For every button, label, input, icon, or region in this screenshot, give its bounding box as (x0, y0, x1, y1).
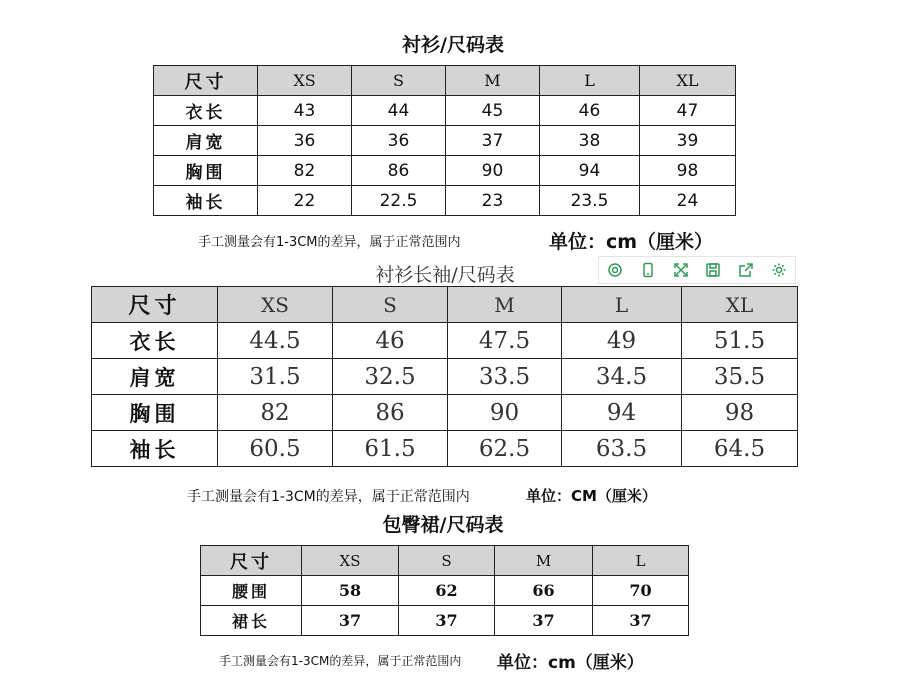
table-cell: 63.5 (562, 431, 682, 467)
table1-note: 手工测量会有1-3CM的差异，属于正常范围内 (198, 235, 461, 250)
table-cell: 90 (448, 395, 562, 431)
table-cell: 36 (352, 126, 446, 156)
header-size-cell: M (495, 546, 593, 576)
row-label: 腰围 (201, 576, 302, 606)
settings-icon[interactable] (769, 260, 789, 280)
table-cell: 86 (333, 395, 448, 431)
header-size-label: 尺寸 (154, 66, 258, 96)
header-size-cell: S (333, 287, 448, 323)
table-row (92, 359, 798, 395)
header-size-cell: XL (640, 66, 736, 96)
table-cell: 37 (302, 606, 399, 636)
table-cell: 37 (495, 606, 593, 636)
table-cell: 98 (682, 395, 798, 431)
table-cell: 37 (399, 606, 495, 636)
table-cell: 35.5 (682, 359, 798, 395)
table-cell: 22.5 (352, 186, 446, 216)
table-row (92, 431, 798, 467)
table-header-row (92, 287, 798, 323)
table2-unit: 单位：CM（厘米） (526, 487, 657, 505)
table-cell: 64.5 (682, 431, 798, 467)
header-size-cell: XS (218, 287, 333, 323)
table-cell: 36 (258, 126, 352, 156)
table2-note: 手工测量会有1-3CM的差异，属于正常范围内 (187, 489, 470, 505)
table-cell: 94 (562, 395, 682, 431)
table3-unit: 单位：cm（厘米） (497, 653, 644, 673)
header-size-cell: XS (302, 546, 399, 576)
row-label: 裙长 (201, 606, 302, 636)
table-cell: 44.5 (218, 323, 333, 359)
header-size-cell: L (593, 546, 689, 576)
table-cell: 43 (258, 96, 352, 126)
table-cell: 98 (640, 156, 736, 186)
table2-title: 衬衫长袖/尺码表 (375, 264, 515, 286)
row-label: 肩宽 (92, 359, 218, 395)
row-label: 袖长 (154, 186, 258, 216)
table-cell: 38 (540, 126, 640, 156)
table3-title: 包臀裙/尺码表 (382, 514, 504, 536)
table-cell: 60.5 (218, 431, 333, 467)
table-cell: 24 (640, 186, 736, 216)
table-cell: 94 (540, 156, 640, 186)
size-table-shirt-long-sleeve (91, 286, 798, 467)
search-scan-icon[interactable] (605, 260, 625, 280)
table-header-row (201, 546, 689, 576)
header-size-cell: L (562, 287, 682, 323)
header-size-cell: L (540, 66, 640, 96)
table-row (201, 606, 689, 636)
table-cell: 44 (352, 96, 446, 126)
table-row (92, 323, 798, 359)
row-label: 肩宽 (154, 126, 258, 156)
row-label: 衣长 (154, 96, 258, 126)
table-cell: 22 (258, 186, 352, 216)
image-toolbar (598, 256, 796, 284)
row-label: 胸围 (92, 395, 218, 431)
header-size-cell: XL (682, 287, 798, 323)
table-cell: 66 (495, 576, 593, 606)
table-cell: 61.5 (333, 431, 448, 467)
table-row (201, 576, 689, 606)
table-row (154, 186, 736, 216)
table-cell: 49 (562, 323, 682, 359)
table-cell: 46 (333, 323, 448, 359)
header-size-label: 尺寸 (201, 546, 302, 576)
size-table-skirt (200, 545, 689, 636)
header-size-cell: M (446, 66, 540, 96)
table-header-row (154, 66, 736, 96)
row-label: 衣长 (92, 323, 218, 359)
table-cell: 23.5 (540, 186, 640, 216)
table-cell: 33.5 (448, 359, 562, 395)
table-cell: 47 (640, 96, 736, 126)
table-cell: 31.5 (218, 359, 333, 395)
table-cell: 47.5 (448, 323, 562, 359)
save-icon[interactable] (703, 260, 723, 280)
table-cell: 39 (640, 126, 736, 156)
table-cell: 45 (446, 96, 540, 126)
table-cell: 37 (446, 126, 540, 156)
expand-icon[interactable] (671, 260, 691, 280)
table-cell: 62 (399, 576, 495, 606)
table-cell: 34.5 (562, 359, 682, 395)
phone-icon[interactable] (638, 260, 658, 280)
table-cell: 90 (446, 156, 540, 186)
table-cell: 37 (593, 606, 689, 636)
row-label: 胸围 (154, 156, 258, 186)
header-size-label: 尺寸 (92, 287, 218, 323)
share-icon[interactable] (736, 260, 756, 280)
table1-title: 衬衫/尺码表 (402, 34, 504, 56)
table-cell: 58 (302, 576, 399, 606)
table-cell: 86 (352, 156, 446, 186)
table-cell: 46 (540, 96, 640, 126)
table-cell: 82 (218, 395, 333, 431)
table-cell: 70 (593, 576, 689, 606)
header-size-cell: S (399, 546, 495, 576)
header-size-cell: S (352, 66, 446, 96)
header-size-cell: XS (258, 66, 352, 96)
table-cell: 82 (258, 156, 352, 186)
table1-unit: 单位：cm（厘米） (549, 231, 714, 253)
table-row (154, 126, 736, 156)
table-cell: 51.5 (682, 323, 798, 359)
row-label: 袖长 (92, 431, 218, 467)
header-size-cell: M (448, 287, 562, 323)
table-row (154, 96, 736, 126)
table-row (154, 156, 736, 186)
table-cell: 62.5 (448, 431, 562, 467)
table3-note: 手工测量会有1-3CM的差异，属于正常范围内 (219, 654, 462, 668)
table-cell: 23 (446, 186, 540, 216)
table-cell: 32.5 (333, 359, 448, 395)
size-table-shirt (153, 65, 736, 216)
table-row (92, 395, 798, 431)
